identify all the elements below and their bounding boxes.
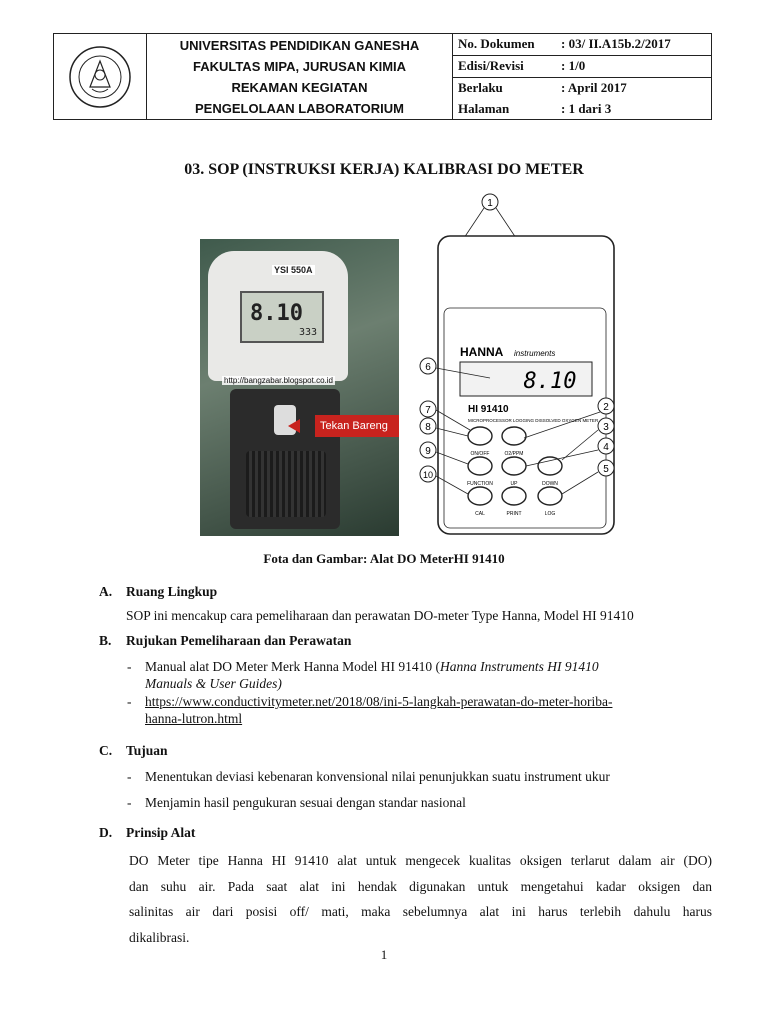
section-d-paragraph — [129, 848, 712, 950]
paragraph-line: dan suhu air. Pada saat alat ini hendak digunakan untuk mengetahui kadar oksigen dan — [129, 878, 712, 894]
institution-line: FAKULTAS MIPA, JURUSAN KIMIA — [192, 58, 407, 74]
reference-text: Manual alat DO Meter Merk Hanna Model HI 91410 ( — [145, 659, 441, 674]
reference-italic: Manuals & User Guides) — [145, 676, 282, 691]
callout-number: 10 — [422, 470, 434, 480]
paragraph-line: salinitas air dari posisi off/ mati, maka sebelumnya alat ini harus terlebih dahulu harus — [129, 904, 712, 919]
meter-reading: 8.10 — [250, 301, 303, 326]
section-letter: A. — [99, 584, 113, 599]
institution-line: REKAMAN KEGIATAN — [231, 79, 368, 95]
objective-item: - Menjamin hasil pengukuran sesuai dengan standar nasional — [127, 795, 466, 810]
meta-key: Halaman — [458, 100, 510, 116]
button-label: LOG — [544, 511, 556, 517]
section-c-heading — [99, 743, 168, 759]
press-together-label: Tekan Bareng — [315, 415, 399, 437]
institution-title — [147, 34, 453, 119]
diagram-reading: 8.10 — [523, 369, 577, 394]
button-label: ON/OFF — [470, 451, 490, 457]
objective-text: Menjamin hasil pengukuran sesuai dengan standar nasional — [145, 795, 466, 810]
button-label: CAL — [475, 511, 485, 517]
paragraph-line: DO Meter tipe Hanna HI 91410 alat untuk mengecek kualitas oksigen terlarut dalam air (DO) — [129, 853, 712, 868]
meter-screen — [240, 291, 324, 343]
reference-item: - https://www.conductivitymeter.net/2018/08/ini-5-langkah-perawatan-do-meter-horiba- hanna-lutron.html — [127, 694, 613, 726]
section-title: Rujukan Pemeliharaan dan Perawatan — [126, 633, 352, 648]
model-label: HI 91410 — [468, 404, 509, 415]
section-letter: C. — [99, 743, 113, 758]
callout-1 — [464, 194, 516, 238]
button-label: FUNCTION — [467, 481, 493, 487]
callout-number: 1 — [487, 198, 493, 209]
meta-key: Edisi/Revisi — [458, 58, 524, 74]
reference-link[interactable]: hanna-lutron.html — [145, 711, 243, 726]
institution-line: PENGELOLAAN LABORATORIUM — [195, 100, 404, 116]
objective-text: Menentukan deviasi kebenaran konvensional nilai penunjukkan suatu instrument ukur — [145, 769, 610, 784]
section-b-heading — [99, 633, 351, 649]
hanna-meter-diagram — [414, 190, 654, 540]
section-title: Tujuan — [126, 743, 168, 758]
reference-link[interactable]: https://www.conductivitymeter.net/2018/08/ini-5-langkah-perawatan-do-meter-horiba- — [145, 694, 613, 709]
section-letter: B. — [99, 633, 112, 648]
section-title: Ruang Lingkup — [126, 584, 218, 599]
objective-item: - Menentukan deviasi kebenaran konvensional nilai penunjukkan suatu instrument ukur — [127, 769, 610, 784]
paragraph-line: dikalibrasi. — [129, 929, 190, 945]
university-logo-cell — [54, 34, 147, 119]
meta-key: Berlaku — [458, 79, 503, 95]
callout-number: 6 — [425, 362, 431, 373]
page-number: 1 — [380, 947, 388, 962]
meta-key: No. Dokumen — [458, 36, 535, 52]
button-o2-ppm[interactable] — [502, 427, 526, 457]
photo-watermark-url: http://bangzabar.blogspot.co.id — [224, 376, 333, 385]
button-label: UP — [510, 481, 518, 487]
meta-value: : April 2017 — [561, 79, 627, 95]
button-label: PRINT — [506, 511, 522, 517]
meta-value: : 1/0 — [561, 58, 586, 74]
meta-row-edition — [453, 56, 711, 78]
section-a-heading — [99, 584, 217, 600]
do-meter-photo — [200, 239, 399, 536]
model-sub-label: MICROPROCESSOR LOGGING DISSOLVED OXYGEN METER — [468, 418, 599, 423]
section-title: Prinsip Alat — [126, 825, 196, 840]
callout-number: 9 — [425, 446, 431, 457]
section-d-heading — [99, 825, 195, 841]
document-title: 03. SOP (INSTRUKSI KERJA) KALIBRASI DO METER — [184, 161, 584, 178]
meter-grip-pad — [246, 451, 326, 517]
reference-item: - Manual alat DO Meter Merk Hanna Model HI 91410 (Hanna Instruments HI 91410 Manuals & User Guides) — [127, 659, 599, 691]
callout-number: 5 — [603, 464, 609, 475]
hanna-brand: HANNA — [460, 345, 504, 359]
hanna-brand-sub: instruments — [514, 349, 556, 358]
meta-row-effective — [453, 78, 711, 99]
university-logo — [68, 45, 132, 109]
callout-number: 4 — [603, 442, 609, 453]
callout-number: 7 — [425, 405, 431, 416]
button-label: DOWN — [542, 481, 558, 487]
meter-brand-label: YSI 550A — [274, 265, 313, 275]
meter-sub-reading: 333 — [298, 327, 317, 338]
callout-number: 2 — [603, 402, 609, 413]
meter-keypad-body — [230, 389, 340, 529]
figure-caption: Fota dan Gambar: Alat DO MeterHI 91410 — [263, 551, 505, 566]
button-function[interactable] — [467, 457, 493, 487]
institution-line: UNIVERSITAS PENDIDIKAN GANESHA — [179, 37, 420, 53]
button-label: O2/PPM — [504, 451, 524, 457]
reference-italic: Hanna Instruments HI 91410 — [440, 659, 599, 674]
callout-number: 3 — [603, 422, 609, 433]
meta-row-doc-number — [453, 34, 711, 56]
section-a-text: SOP ini mencakup cara pemeliharaan dan perawatan DO-meter Type Hanna, Model HI 91410 — [126, 608, 634, 623]
arrow-left-icon — [288, 419, 300, 433]
callout-number: 8 — [425, 422, 431, 433]
section-letter: D. — [99, 825, 113, 840]
document-header — [53, 33, 712, 120]
meta-row-page — [453, 98, 711, 119]
meta-value: : 03/ II.A15b.2/2017 — [561, 36, 671, 52]
document-meta — [453, 34, 711, 119]
button-on-off[interactable] — [468, 427, 492, 457]
meta-value: : 1 dari 3 — [561, 100, 612, 116]
